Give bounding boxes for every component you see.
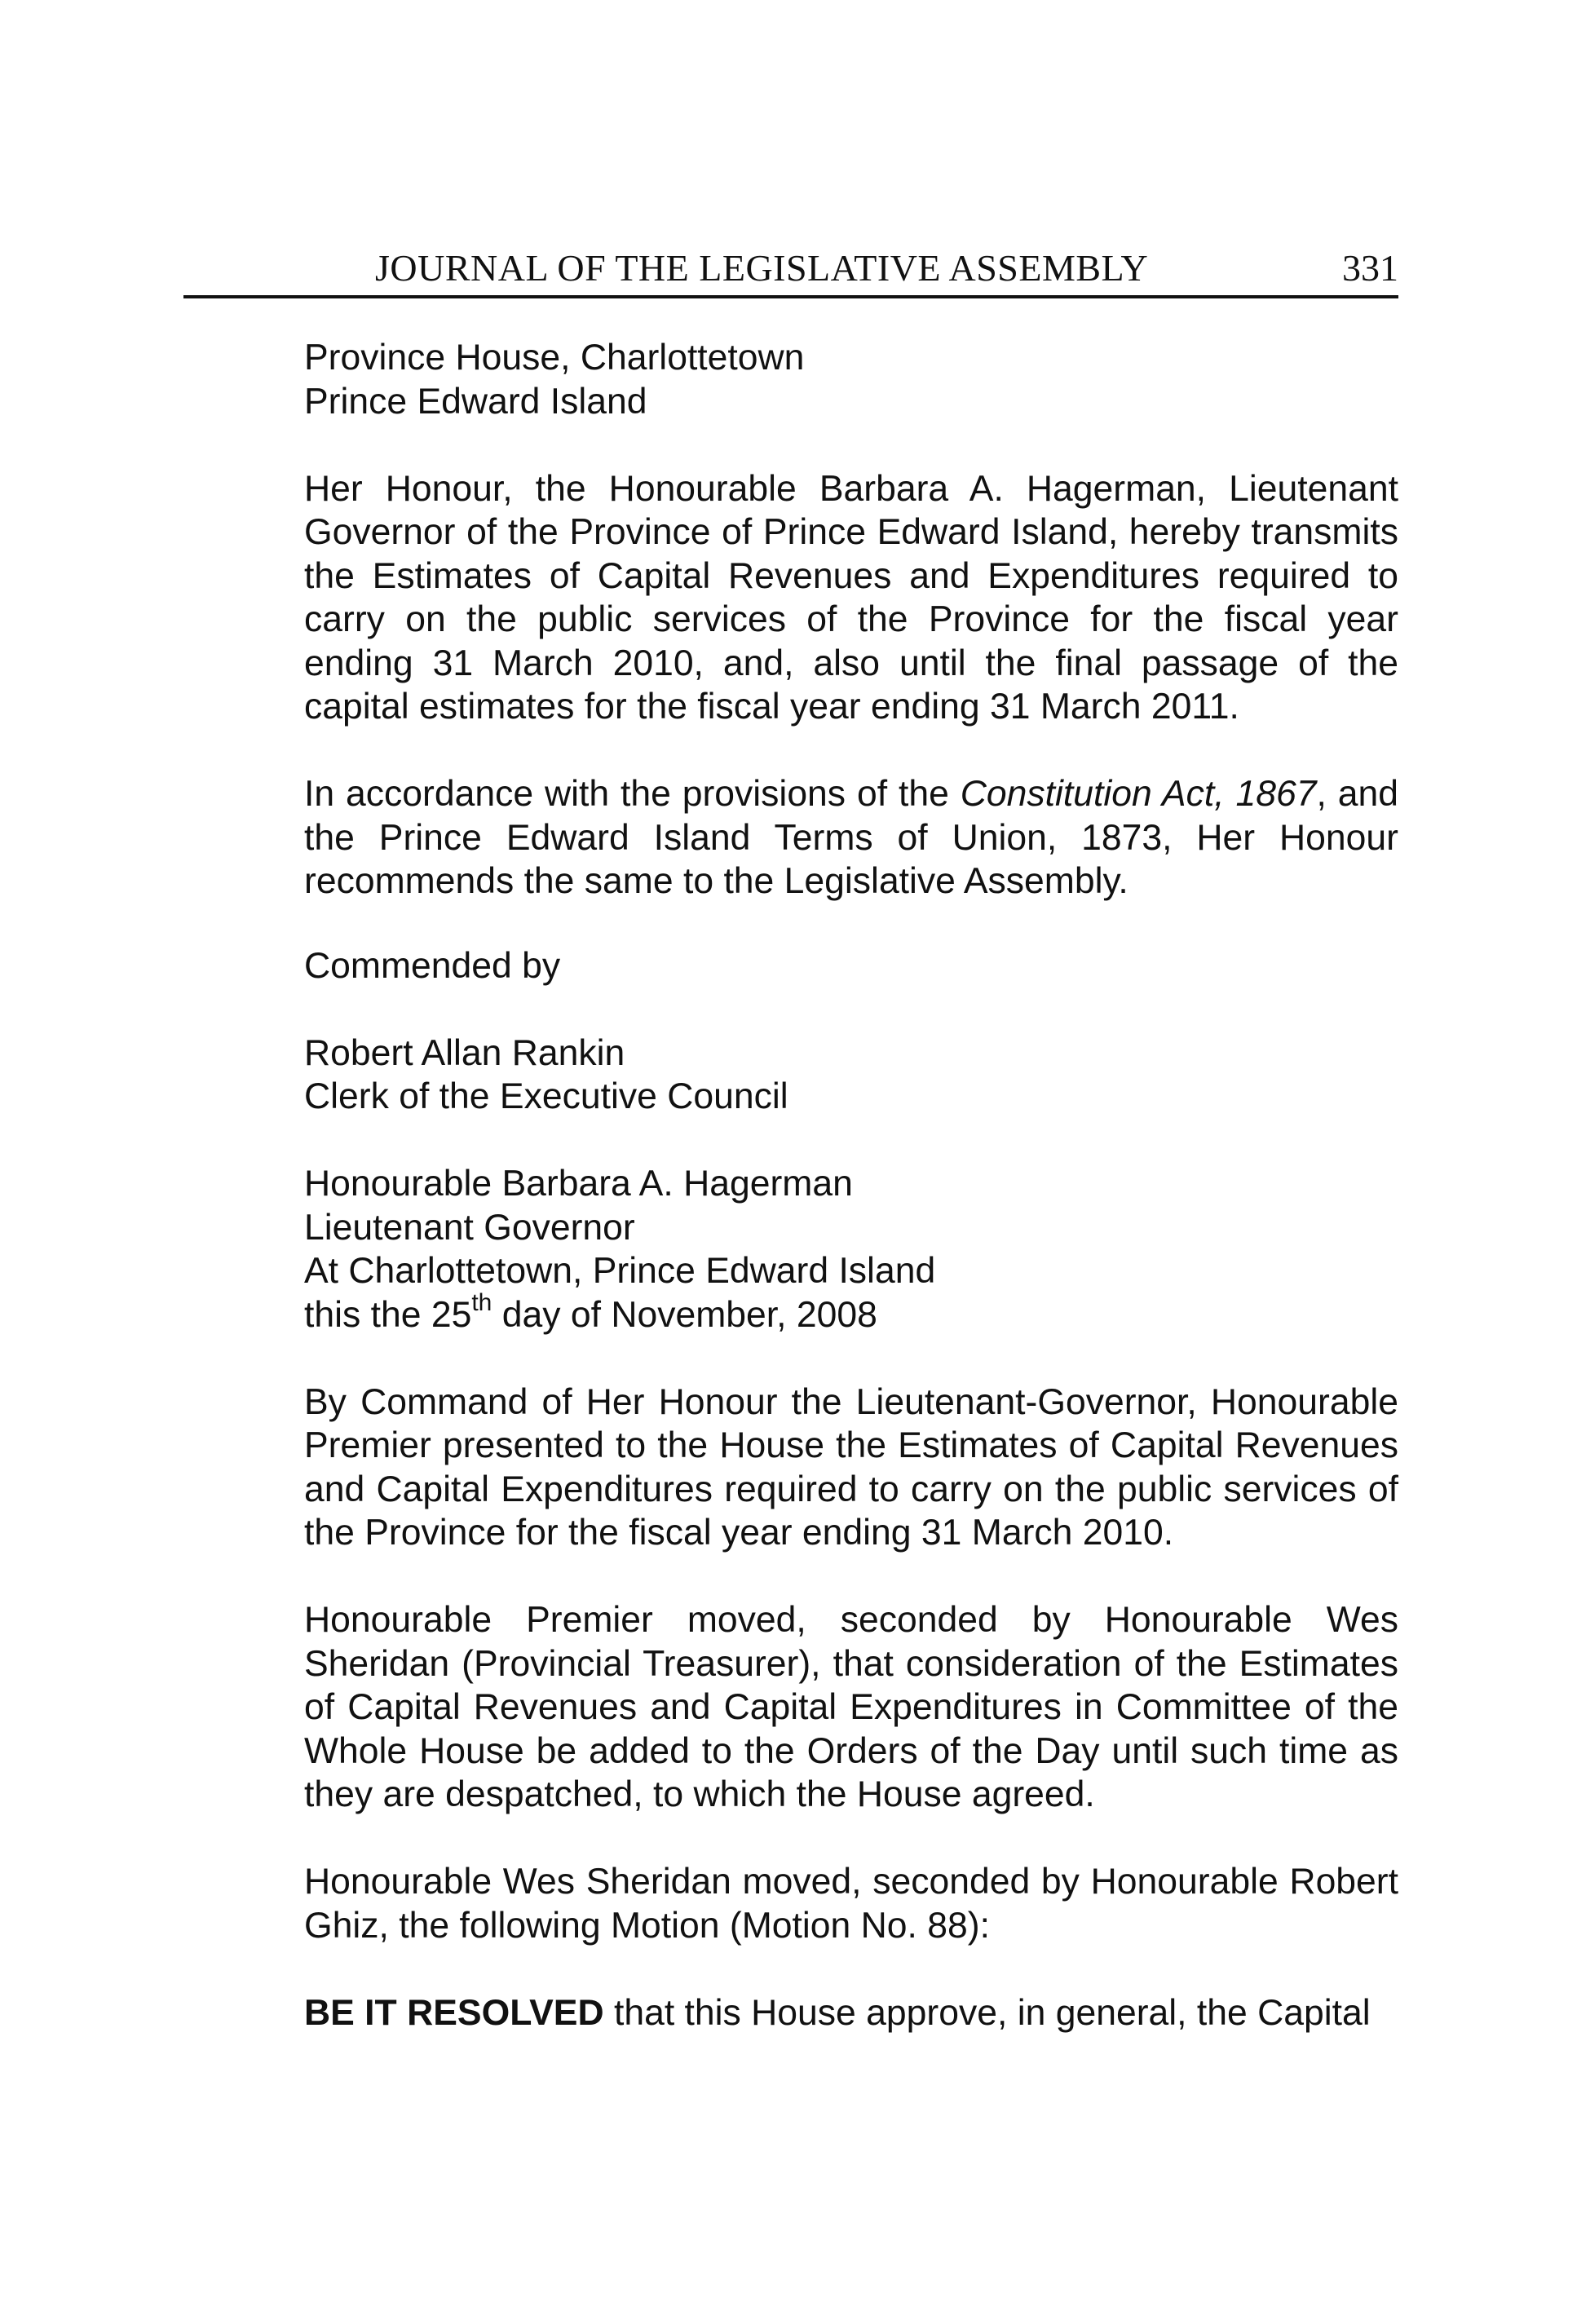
transmittal-paragraph: Her Honour, the Honourable Barbara A. Hagerman, Lieutenant Governor of the Province of Prince Edward Island, hereby transmits the Estimates of Capital Revenues and Expenditures required to carry on the public services of the Province for the fiscal year ending 31 March 2010, and, also until the final passage of the capital estimates for the fiscal year ending 31 March 2011. (304, 468, 1398, 727)
document-body (304, 336, 1398, 2035)
clerk-signature-block (304, 1032, 1398, 1119)
resolution-paragraph (304, 1991, 1398, 2035)
governor-name: Honourable Barbara A. Hagerman (304, 1164, 853, 1204)
signing-place: At Charlottetown, Prince Edward Island (304, 1251, 936, 1291)
act-title: Constitution Act, 1867 (960, 774, 1317, 814)
resolution-text: that this House approve, in general, the Capital (603, 1992, 1371, 2033)
journal-title: JOURNAL OF THE LEGISLATIVE ASSEMBLY (375, 247, 1149, 289)
accordance-text-after: , and the Prince Edward Island Terms of Union, 1873, Her Honour recommends the same to the Legislative Assembly. (304, 774, 1398, 901)
motion-88-intro: Honourable Wes Sheridan moved, seconded by Honourable Robert Ghiz, the following Motion (Motion No. 88): (304, 1862, 1398, 1946)
signing-date-rest: day of November, 2008 (492, 1294, 877, 1335)
commended-by-label: Commended by (304, 945, 561, 986)
clerk-name: Robert Allan Rankin (304, 1032, 625, 1073)
address-line-2: Prince Edward Island (304, 381, 647, 422)
governor-signature-block (304, 1162, 1398, 1337)
page-number: 331 (1342, 247, 1398, 289)
governor-title: Lieutenant Governor (304, 1207, 635, 1248)
address-line-1: Province House, Charlottetown (304, 338, 805, 378)
orders-motion-paragraph: Honourable Premier moved, seconded by Honourable Wes Sheridan (Provincial Treasurer), that consideration of the Estimates of Capital Revenues and Capital Expenditures in Committee of the Whole House be added to the Orders of the Day until such time as they are despatched, to which the House agreed. (304, 1600, 1398, 1814)
resolution-lead: BE IT RESOLVED (304, 1992, 604, 2033)
ordinal-suffix: th (471, 1288, 492, 1316)
signing-date (304, 1288, 1398, 1337)
clerk-title: Clerk of the Executive Council (304, 1076, 788, 1116)
accordance-paragraph (304, 772, 1398, 904)
address-block (304, 336, 1398, 423)
accordance-text-before: In accordance with the provisions of the (304, 774, 961, 814)
command-paragraph: By Command of Her Honour the Lieutenant-Governor, Honourable Premier presented to the House the Estimates of Capital Revenues and Capital Expenditures required to carry on the public services of the Province for the fiscal year ending 31 March 2010. (304, 1381, 1398, 1553)
signing-date-prefix: this the 25 (304, 1294, 472, 1335)
running-header (183, 245, 1398, 298)
